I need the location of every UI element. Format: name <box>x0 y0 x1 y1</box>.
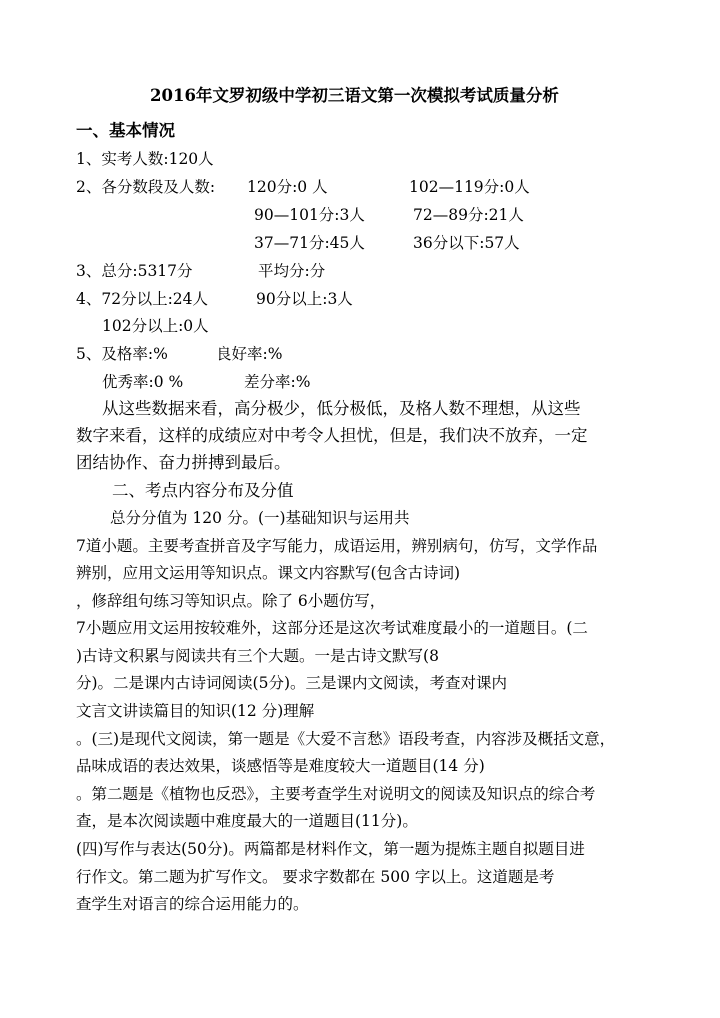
section-heading-basic: 一、基本情况 <box>76 121 175 140</box>
poor-rate: 差分率:% <box>244 373 311 391</box>
actual-examinees: 1、实考人数:120人 <box>76 150 214 168</box>
score-range: 90—101分:3人 <box>254 206 365 224</box>
body-line: 查，是本次阅读题中难度最大的一道题目(11分)。 <box>76 812 418 830</box>
body-line: 。第二题是《植物也反恐》，主要考查学生对说明文的阅读及知识点的综合考 <box>76 785 596 803</box>
body-line: )古诗文积累与阅读共有三个大题。一是古诗文默写(8 <box>76 647 439 665</box>
score-range: 72—89分:21人 <box>413 206 524 224</box>
body-line: (四)写作与表达(50分)。两篇都是材料作文，第一题为提炼主题自拟题目进 <box>76 840 585 858</box>
analysis-paragraph-line: 数字来看，这样的成绩应对中考令人担忧，但是，我们决不放弃，一定 <box>76 426 588 445</box>
body-line: 7小题应用文运用按较难外，这部分还是这次考试难度最小的一道题目。(二 <box>76 619 588 637</box>
body-line: 。(三)是现代文阅读，第一题是《大爱不言愁》语段考查，内容涉及概括文意， <box>76 730 616 748</box>
body-line: ，修辞组句练习等知识点。除了 6小题仿写， <box>76 592 386 610</box>
above-102: 102分以上:0人 <box>102 317 209 335</box>
score-range: 37—71分:45人 <box>254 234 365 252</box>
average-score: 平均分:分 <box>258 262 326 280</box>
good-rate: 良好率:% <box>216 345 283 363</box>
body-line: 总分分值为 120 分。(一)基础知识与运用共 <box>110 509 410 527</box>
body-line: 文言文讲读篇目的知识(12 分)理解 <box>76 702 315 720</box>
above-90: 90分以上:3人 <box>256 290 353 308</box>
document-title: 2016年文罗初级中学初三语文第一次模拟考试质量分析 <box>150 86 559 105</box>
body-line: 查学生对语言的综合运用能力的。 <box>76 895 309 913</box>
score-range: 120分:0 人 <box>247 178 328 196</box>
score-range: 102—119分:0人 <box>409 178 530 196</box>
analysis-paragraph-line: 从这些数据来看，高分极少，低分极低，及格人数不理想，从这些 <box>102 399 581 418</box>
score-ranges-label: 2、各分数段及人数: <box>76 178 216 196</box>
pass-rate: 5、及格率:% <box>76 345 168 363</box>
score-range: 36分以下:57人 <box>413 234 520 252</box>
body-line: 行作文。第二题为扩写作文。 要求字数都在 500 字以上。这道题是考 <box>76 868 555 886</box>
body-line: 品味成语的表达效果，谈感悟等是难度较大一道题目(14 分) <box>76 757 485 775</box>
above-72: 4、72分以上:24人 <box>76 290 209 308</box>
section-heading-distribution: 二、考点内容分布及分值 <box>112 481 294 500</box>
analysis-paragraph-line: 团结协作、奋力拼搏到最后。 <box>76 453 291 472</box>
total-score: 3、总分:5317分 <box>76 262 193 280</box>
body-line: 辨别，应用文运用等知识点。课文内容默写(包含古诗词) <box>76 564 461 582</box>
body-line: 7道小题。主要考查拼音及字写能力，成语运用，辨别病句，仿写，文学作品 <box>76 537 598 555</box>
body-line: 分)。二是课内古诗词阅读(5分)。三是课内文阅读，考查对课内 <box>76 674 508 692</box>
excellent-rate: 优秀率:0 % <box>102 373 184 391</box>
